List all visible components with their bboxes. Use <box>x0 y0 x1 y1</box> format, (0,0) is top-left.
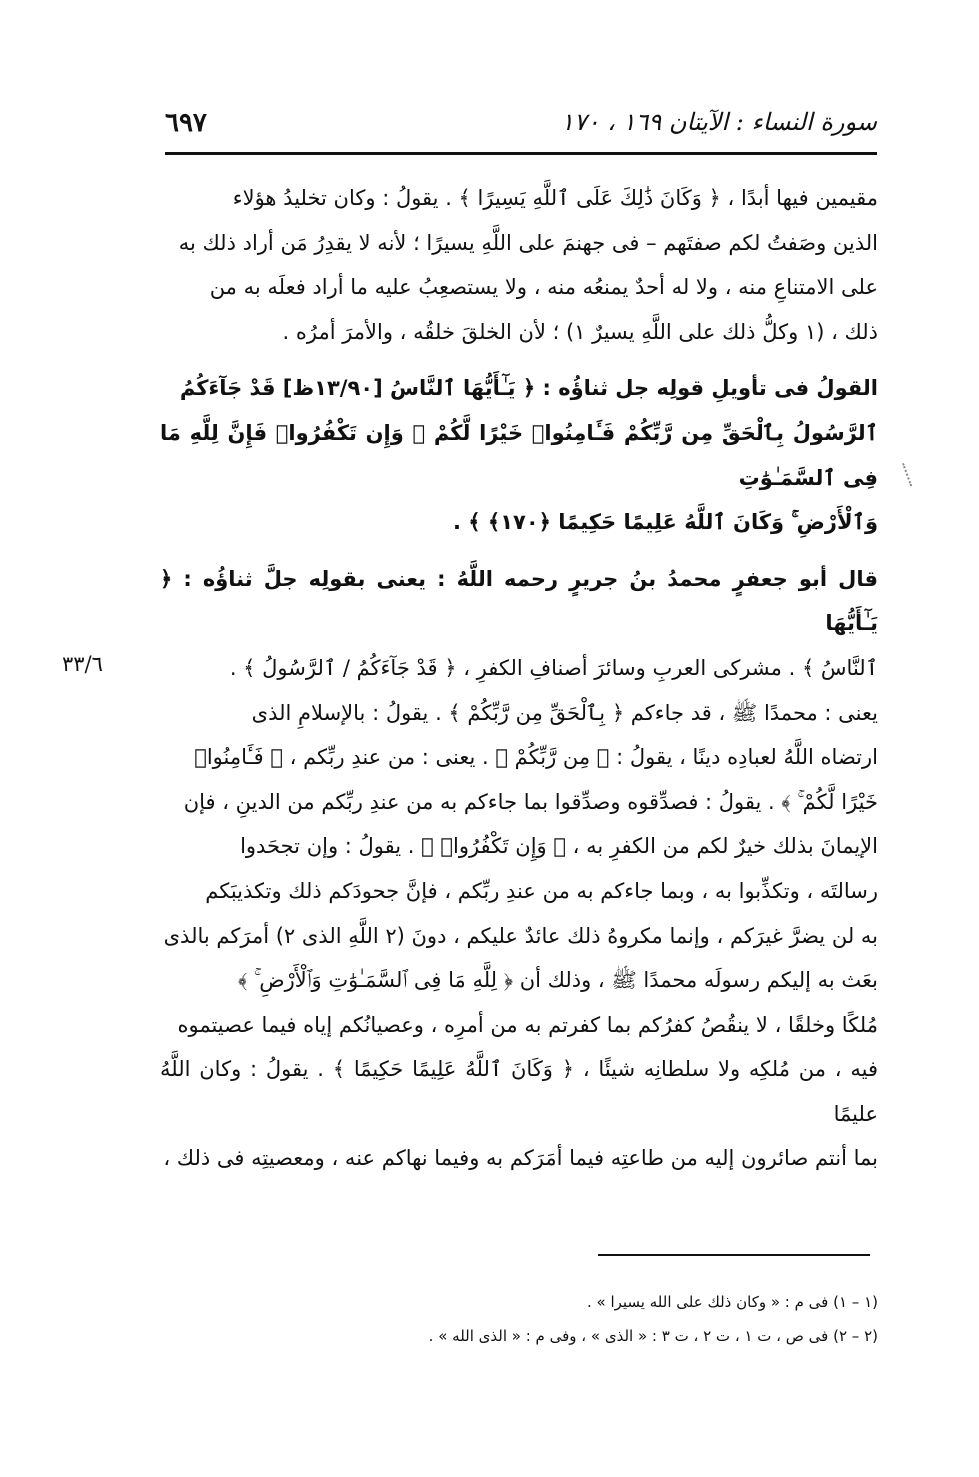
text-line: ٱلنَّاسُ ﴾ . مشركى العربِ وسائرَ أصنافِ الكفرِ ، ﴿ قَدْ جَآءَكُمُ / ٱلرَّسُولُ ﴾ . <box>229 655 878 680</box>
text-line: مُلكًا وخلقًا ، لا ينقُصُ كفرُكم بما كفرتم به من أمرِه ، وعصيانُكم إياه فيما عصيتموه <box>177 1012 878 1037</box>
margin-reference: ٣٣/٦ <box>62 652 103 676</box>
heading-line: القولُ فى تأويلِ قولِه جل ثناؤُه : ﴿ يَـٰٓأَيُّهَا ٱلنَّاسُ [١٣/٩٠ظ] قَدْ جَآءَكُمُ <box>179 376 878 401</box>
footnotes <box>320 1285 878 1353</box>
text-line: بما أنتم صائرون إليه من طاعتِه فيما أمَرَكم به وفيما نهاكم عنه ، ومعصيتِه فى ذلك ، <box>163 1146 878 1171</box>
text-line: على الامتناعِ منه ، ولا له أحدٌ يمنعُه منه ، ولا يستصعِبُ عليه ما أراد فعلَه به من <box>209 275 878 300</box>
text-line: فيه ، من مُلكِه ولا سلطانِه شيئًا ، ﴿ وَكَانَ ٱللَّهُ عَلِيمًا حَكِيمًا ﴾ . يقولُ : وكان اللَّهُ عليمًا <box>160 1057 878 1126</box>
text-line: الإيمانَ بذلك خيرٌ لكم من الكفرِ به ، ﴿ وَإِن تَكْفُرُوا۟ ﴾ . يقولُ : وإن تجحَدوا <box>240 834 878 859</box>
text-line: ذلك ، (١ وكلُّ ذلك على اللَّهِ يسيرٌ ١) ؛ لأن الخلقَ خلقُه ، والأمرَ أمرُه . <box>282 319 878 344</box>
text-line: ارتضاه اللَّهُ لعبادِه دينًا ، يقولُ : ﴿ مِن رَّبِّكُمْ ﴾ . يعنى : من عندِ ربِّكم ، ﴿ فَـَٔامِنُوا۟ <box>194 745 878 770</box>
text-line: يعنى : محمدًا ﷺ ، قد جاءكم ﴿ بِٱلْحَقِّ مِن رَّبِّكُمْ ﴾ . يقولُ : بالإسلامِ الذى <box>251 700 878 725</box>
footnote-1: (١ – ١) فى م : « وكان ذلك على الله يسيرا » . <box>586 1293 878 1311</box>
header-rule <box>165 152 877 155</box>
section-heading <box>160 366 878 544</box>
running-header <box>165 108 877 152</box>
scan-speck <box>902 462 916 487</box>
footnote-2: (٢ – ٢) فى ص ، ت ١ ، ت ٢ ، ت ٣ : « الذى » ، وفى م : « الذى الله » . <box>428 1327 878 1345</box>
footnote-rule <box>598 1254 870 1256</box>
paragraph-3 <box>160 557 878 1181</box>
text-line: الذين وصَفتُ لكم صفتَهم – فى جهنمَ على اللَّهِ يسيرًا ؛ لأنه لا يقدِرُ مَن أراد ذلك به <box>178 230 878 255</box>
text-line: مقيمين فيها أبدًا ، ﴿ وَكَانَ ذَٰلِكَ عَلَى ٱللَّهِ يَسِيرًا ﴾ . يقولُ : وكان تخليدُ هؤلاء <box>232 186 878 210</box>
paragraph-1 <box>160 176 878 354</box>
text-line: بعَث به إليكم رسولَه محمدًا ﷺ ، وذلك أن ﴿ لِلَّهِ مَا فِى ٱلسَّمَـٰوَٰتِ وَٱلْأَرْضِ ۚ ﴾ <box>238 968 878 993</box>
text-line: خَيْرًا لَّكُمْ ۚ ﴾ . يقولُ : فصدِّقوه وصدِّقوا بما جاءكم به من عندِ ربِّكم من الدينِ ، فإن <box>183 789 878 814</box>
verse-line: ٱلرَّسُولُ بِٱلْحَقِّ مِن رَّبِّكُمْ فَـَٔامِنُوا۟ خَيْرًا لَّكُمْ ۚ وَإِن تَكْفُرُوا۟ فَإِنَّ لِلَّهِ مَا فِى ٱلسَّمَـٰوَٰتِ <box>160 420 878 490</box>
verse-line: وَٱلْأَرْضِ ۚ وَكَانَ ٱللَّهُ عَلِيمًا حَكِيمًا ﴿١٧٠﴾ ﴾ . <box>452 510 878 535</box>
text-line: قال أبو جعفرٍ محمدُ بنُ جريرٍ رحمه اللَّهُ : يعنى بقولِه جلَّ ثناؤُه : ﴿ يَـٰٓأَيُّهَا <box>160 566 878 636</box>
text-line: رسالتَه ، وتكذِّبوا به ، وبما جاءكم به من عندِ ربِّكم ، فإنَّ جحودَكم ذلك وتكذيبَكم <box>205 878 878 903</box>
text-line: به لن يضرَّ غيرَكم ، وإنما مكروهُ ذلك عائدٌ عليكم ، دونَ (٢ اللَّهِ الذى ٢) أمرَكم بالذى <box>163 923 878 948</box>
page-number: ٦٩٧ <box>165 108 207 138</box>
chapter-title: سورة النساء : الآيتان ١٦٩ ، ١٧٠ <box>560 108 877 136</box>
body-text <box>160 176 878 1181</box>
